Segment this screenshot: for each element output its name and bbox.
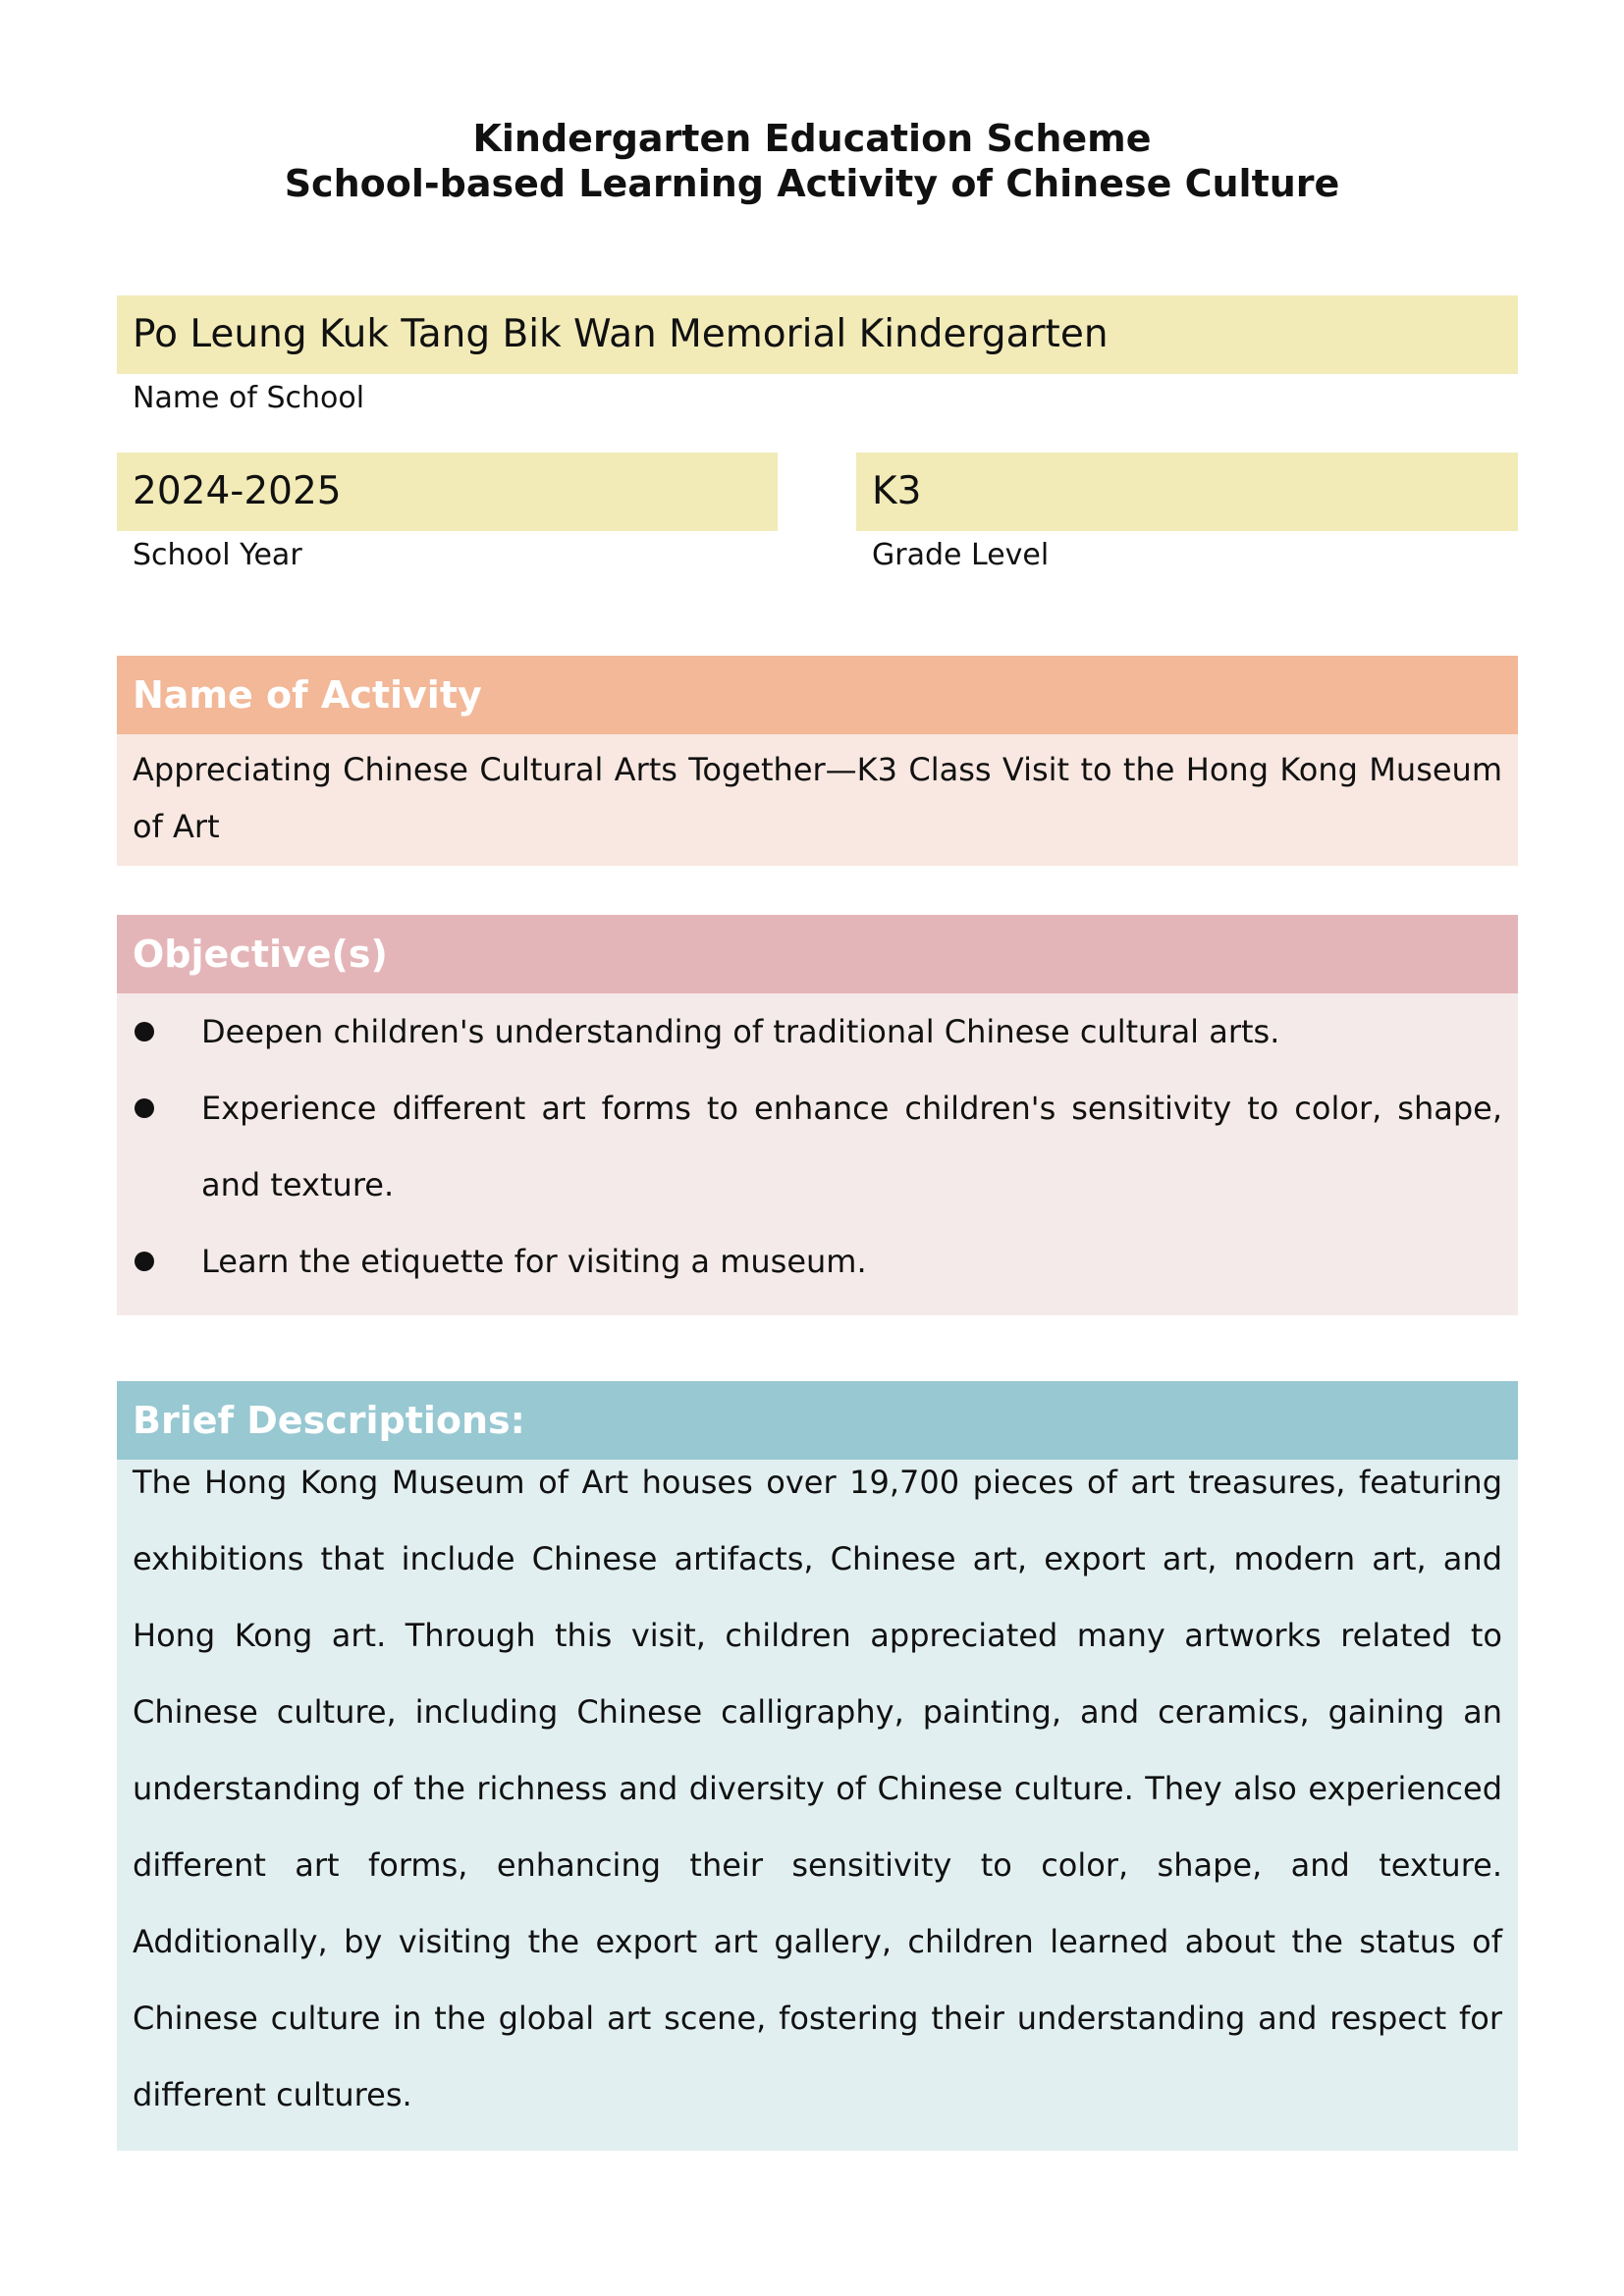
objectives-heading: Objective(s) — [117, 915, 1518, 993]
activity-heading: Name of Activity — [117, 656, 1518, 734]
activity-text: Appreciating Chinese Cultural Arts Together—K3 Class Visit to the Hong Kong Museum of Art — [117, 734, 1518, 866]
objective-text: Deepen children's understanding of traditional Chinese cultural arts. — [201, 1013, 1280, 1050]
school-year-field: 2024-2025 — [117, 453, 778, 531]
objectives-panel — [117, 993, 1518, 1315]
objective-item — [135, 1070, 1502, 1223]
page-title — [0, 116, 1624, 206]
title-line-2: School-based Learning Activity of Chinese Culture — [284, 162, 1340, 205]
grade-level-label: Grade Level — [872, 538, 1050, 572]
bullet-icon — [135, 1022, 154, 1041]
objective-item — [135, 1223, 1502, 1300]
description-text: The Hong Kong Museum of Art houses over 19,700 pieces of art treasures, featuring exhibitions that include Chinese artifacts, Chinese art, export art, modern art, and Hong Kong art. Through this visit, children appreciated many artworks related to Chinese culture, including Chinese calligraphy, painting, and ceramics, gaining an understanding of the richness and diversity of Chinese culture. They also experienced different art forms, enhancing their sensitivity to color, shape, and texture. Additionally, by visiting the export art gallery, children learned about the status of Chinese culture in the global art scene, fostering their understanding and respect for different cultures. — [133, 1464, 1502, 2113]
description-panel — [117, 1460, 1518, 2151]
school-name-field: Po Leung Kuk Tang Bik Wan Memorial Kindergarten — [117, 295, 1518, 374]
objective-item — [135, 993, 1502, 1070]
objective-text: Experience different art forms to enhance children's sensitivity to color, shape, and texture. — [201, 1090, 1502, 1203]
grade-level-field: K3 — [856, 453, 1518, 531]
bullet-icon — [135, 1252, 154, 1271]
school-year-label: School Year — [133, 538, 302, 572]
objective-list — [135, 993, 1502, 1300]
description-heading: Brief Descriptions: — [117, 1381, 1518, 1460]
title-line-1: Kindergarten Education Scheme — [472, 117, 1152, 160]
school-name-label: Name of School — [133, 381, 365, 415]
objective-text: Learn the etiquette for visiting a museum. — [201, 1243, 867, 1280]
bullet-icon — [135, 1098, 154, 1118]
